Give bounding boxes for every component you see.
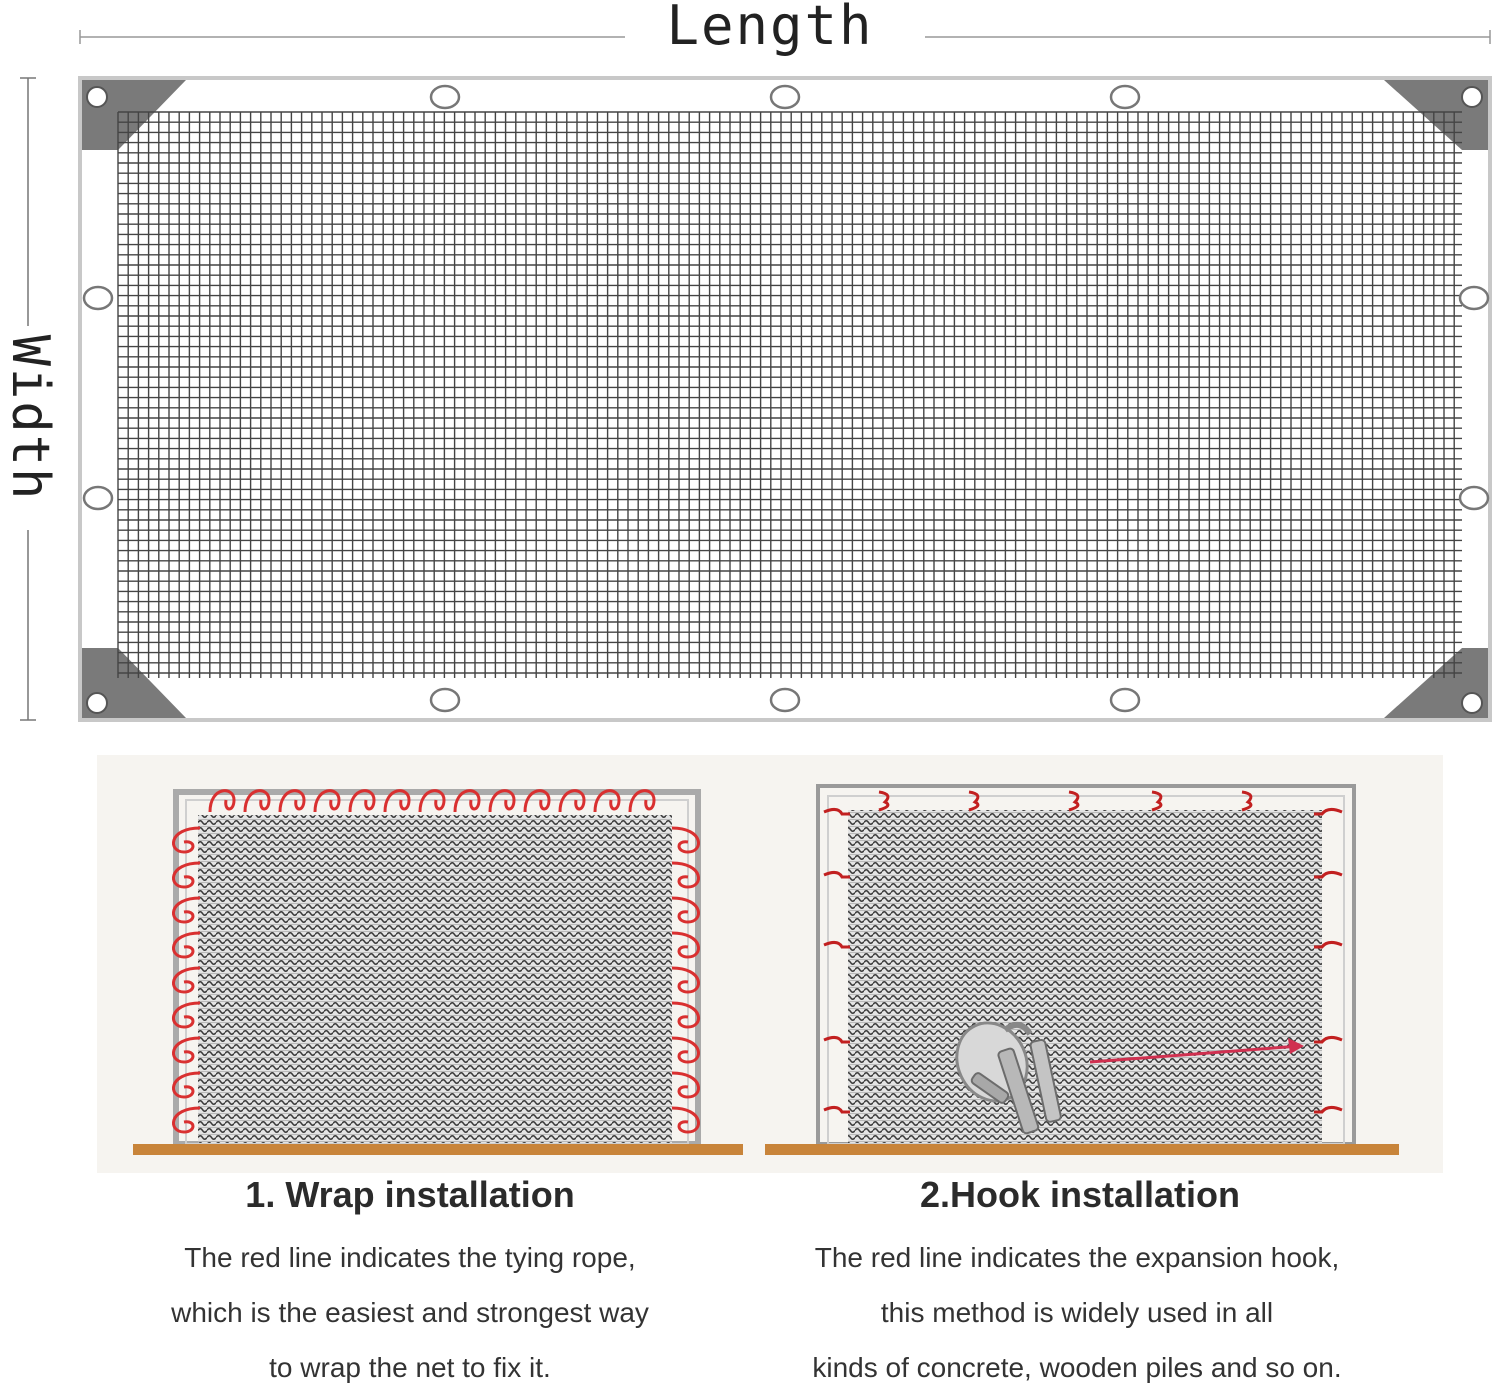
rope-loop-right xyxy=(672,1073,699,1097)
wrap-illustration xyxy=(133,791,743,1155)
wrap-method-title: 1. Wrap installation xyxy=(245,1174,575,1215)
rope-loop-right xyxy=(672,1003,699,1027)
wrap-desc-line-1: The red line indicates the tying rope, xyxy=(184,1242,636,1273)
hook-top xyxy=(1242,792,1251,810)
rope-loop-right xyxy=(672,1038,699,1062)
rope-loop-right xyxy=(672,968,699,992)
length-label: Length xyxy=(666,0,874,57)
hook-top xyxy=(1069,792,1078,810)
wrap-desc-line-3: to wrap the net to fix it. xyxy=(269,1352,551,1383)
hook-ground xyxy=(765,1144,1399,1155)
rope-loop-right xyxy=(672,828,699,852)
width-label: Width xyxy=(0,334,60,502)
hook-top xyxy=(969,792,978,810)
rope-loop-right xyxy=(672,863,699,887)
hook-desc-line-2: this method is widely used in all xyxy=(880,1297,1274,1328)
hook-top xyxy=(879,792,888,810)
hook-desc-line-1: The red line indicates the expansion hook, xyxy=(814,1242,1340,1273)
hook-top xyxy=(1152,792,1161,810)
hook-method-title: 2.Hook installation xyxy=(919,1174,1241,1215)
hook-net xyxy=(848,810,1322,1143)
hook-illustration xyxy=(765,786,1399,1155)
wrap-net xyxy=(198,815,672,1143)
hook-desc-line-3: kinds of concrete, wooden piles and so on. xyxy=(812,1352,1342,1383)
rope-loop-right xyxy=(672,1108,699,1132)
rope-loop-right xyxy=(672,898,699,922)
wrap-ground xyxy=(133,1144,743,1155)
rope-loop-right xyxy=(672,933,699,957)
wrap-desc-line-2: which is the easiest and strongest way xyxy=(171,1297,649,1328)
